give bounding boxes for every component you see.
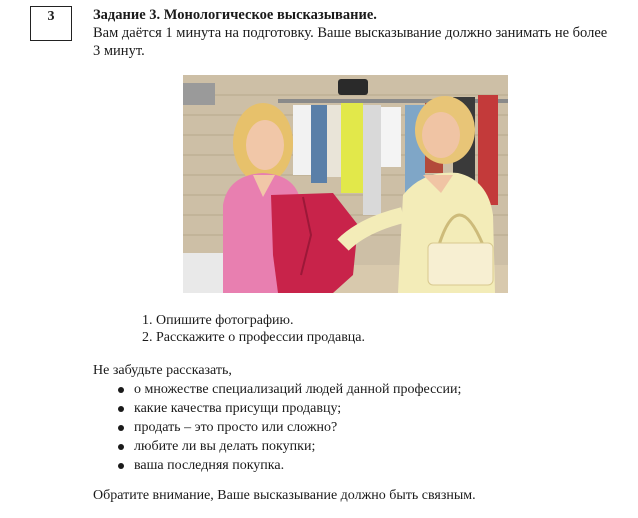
closing-note: Обратите внимание, Ваше высказывание должно быть связным. [93,488,476,503]
reminder-list [118,380,461,475]
reminder-item: ваша последняя покупка. [118,456,461,475]
shop-photo-illustration [183,75,508,293]
question-item: 2. Расскажите о профессии продавца. [142,330,366,345]
reminder-item: какие качества присущи продавцу; [118,399,461,418]
task-description: Вам даётся 1 минута на подготовку. Ваше высказывание должно занимать не более 3 минут. [93,25,608,59]
questions-list [142,312,365,346]
reminder-label: Не забудьте рассказать, [93,363,232,378]
task-number: 3 [47,9,55,24]
reminder-item: любите ли вы делать покупки; [118,437,461,456]
handbag-shelf [338,79,368,95]
task-number-box [30,6,72,41]
task-title: Задание 3. Монологическое высказывание. [93,7,377,23]
reminder-item: о множестве специализаций людей данной профессии; [118,380,461,399]
counter [183,253,223,293]
task-photo [183,75,508,293]
reminder-item: продать – это просто или сложно? [118,418,461,437]
display-stand [183,83,215,105]
question-item: 1. Опишите фотографию. [142,313,294,328]
